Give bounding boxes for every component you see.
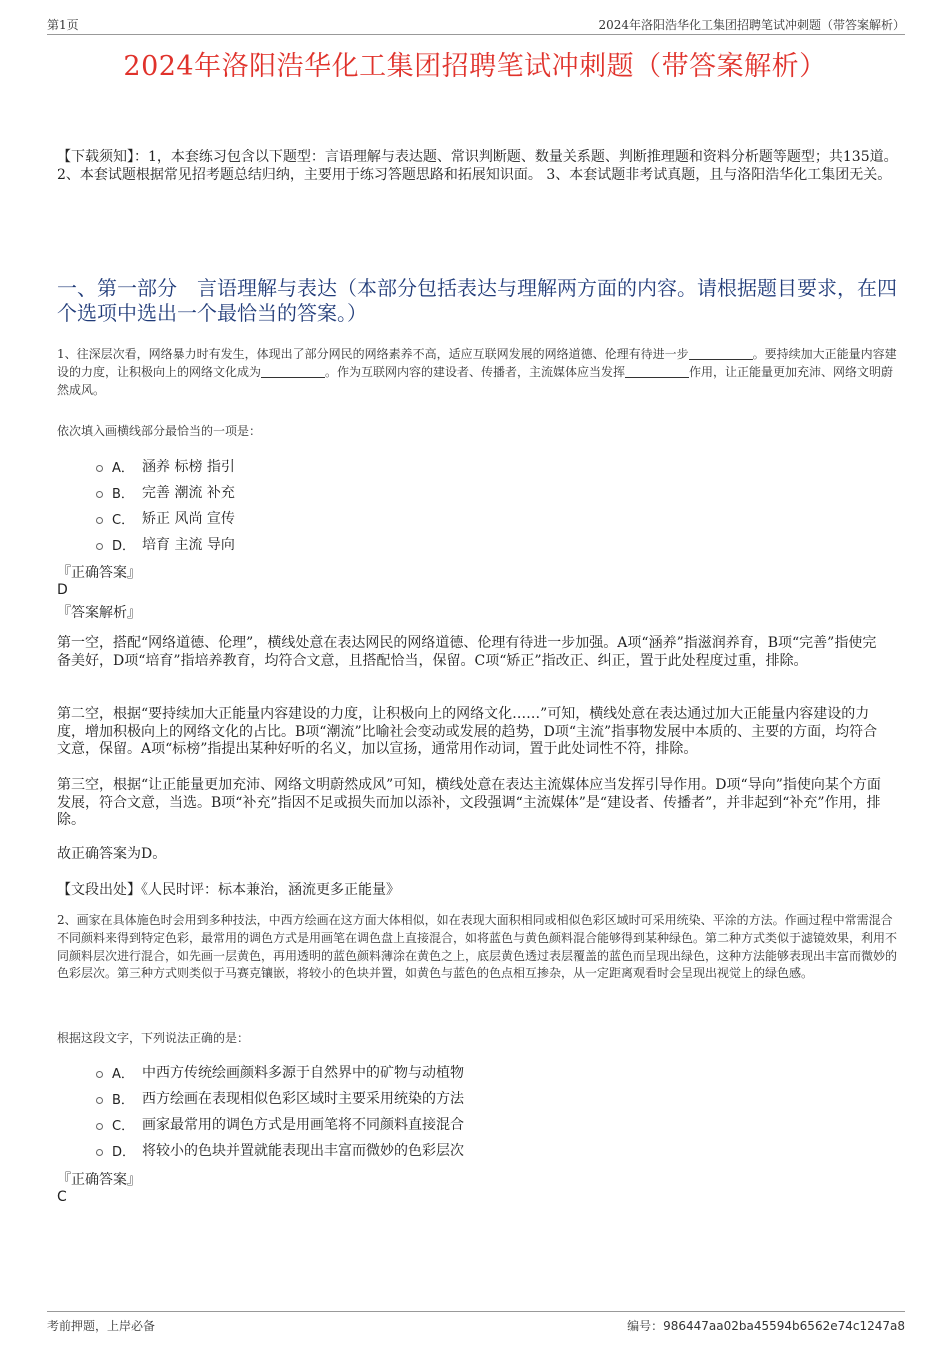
- option-text: 西方绘画在表现相似色彩区域时主要采用统染的方法: [142, 1091, 464, 1107]
- option-c[interactable]: [96, 505, 235, 531]
- code-value: 986447aa02ba45594b6562e74c1247a8: [663, 1319, 905, 1333]
- question-1-prompt: 依次填入画横线部分最恰当的一项是：: [57, 424, 262, 438]
- page-footer: [47, 1311, 905, 1336]
- option-text: 将较小的色块并置就能表现出丰富而微妙的色彩层次: [142, 1143, 464, 1159]
- option-letter: C．: [112, 512, 135, 528]
- radio-button[interactable]: [96, 1097, 103, 1104]
- option-c[interactable]: [96, 1111, 464, 1137]
- option-letter: A．: [112, 460, 134, 476]
- radio-button[interactable]: [96, 465, 103, 472]
- option-letter: C．: [112, 1118, 135, 1134]
- radio-button[interactable]: [96, 1149, 103, 1156]
- option-d[interactable]: [96, 531, 235, 557]
- q1-stem-part: 。要持续加大正能量内容建设的力度，让积极向上的网络文化成为: [57, 347, 897, 379]
- option-text: 矫正 风尚 宣传: [142, 511, 235, 527]
- question-1-stem: [57, 346, 902, 399]
- analysis-conclusion: 故正确答案为D。: [57, 846, 167, 862]
- fill-blank: [625, 365, 689, 378]
- analysis-paragraph: 第三空，根据“让正能量更加充沛、网络文明蔚然成风”可知，横线处意在表达主流媒体应当发挥引导作用。D项“导向”指使向某个方面发展，符合文意，当选。B项“补充”指因不足或损失而加以添补，文段强调“主流媒体”是“建设者、传播者”，并非起到“补充”作用，排除。: [57, 777, 881, 828]
- footer-code: [627, 1317, 905, 1334]
- fill-blank: [261, 365, 325, 378]
- answer-value: C: [57, 1189, 67, 1205]
- answer-value: D: [57, 582, 68, 598]
- answer-label: 『正确答案』: [57, 565, 141, 581]
- analysis-label: 『答案解析』: [57, 605, 141, 621]
- option-a[interactable]: [96, 1059, 464, 1085]
- question-2-stem: 2、画家在具体施色时会用到多种技法，中西方绘画在这方面大体相似，如在表现大面积相同或相似色彩区域时可采用统染、平涂的方法。作画过程中常需混合不同颜料来得到特定色彩，最常用的调色方式是用画笔在调色盘上直接混合，如将蓝色与黄色颜料混合能够得到某种绿色。第二种方式类似于滤镜效果，利用不同颜料层次进行混合，如先画一层黄色，再用透明的蓝色颜料薄涂在黄色之上，底层黄色透过表层覆盖的蓝色而呈现出绿色，这种方法能够表现出丰富而微妙的色彩层次。第三种方式则类似于马赛克镶嵌，将较小的色块并置，如黄色与蓝色的色点相互掺杂，从一定距离观看时会呈现出视觉上的绿色感。: [57, 913, 898, 981]
- analysis-paragraph: 第一空，搭配“网络道德、伦理”，横线处意在表达网民的网络道德、伦理有待进一步加强。A项“涵养”指滋润养育，B项“完善”指使完备美好，D项“培育”指培养教育，均符合文意，且搭配恰当，保留。C项“矫正”指改正、纠正，置于此处程度过重，排除。: [57, 635, 877, 669]
- section-heading: 一、第一部分 言语理解与表达（本部分包括表达与理解两方面的内容。请根据题目要求，在四个选项中选出一个最恰当的答案。）: [57, 276, 897, 325]
- radio-button[interactable]: [96, 543, 103, 550]
- document-title: 2024年洛阳浩华化工集团招聘笔试冲刺题（带答案解析）: [123, 51, 827, 82]
- radio-button[interactable]: [96, 491, 103, 498]
- option-letter: B．: [112, 1092, 134, 1108]
- footer-slogan: 考前押题，上岸必备: [47, 1319, 156, 1333]
- question-1-options: [96, 453, 235, 557]
- q1-stem-part: 1、往深层次看，网络暴力时有发生，体现出了部分网民的网络素养不高，适应互联网发展的网络道德、伦理有待进一步: [57, 347, 689, 361]
- option-b[interactable]: [96, 1085, 464, 1111]
- option-letter: D．: [112, 1144, 136, 1160]
- analysis-paragraph: 第二空，根据“要持续加大正能量内容建设的力度，让积极向上的网络文化……”可知，横线处意在表达通过加大正能量内容建设的力度，增加积极向上的网络文化的占比。B项“潮流”比喻社会变动或发展的趋势，D项“主流”指事物发展中本质的、主要的方面，均符合文意，保留。A项“标榜”指提出某种好听的名义，加以宣扬，通常用作动词，置于此处词性不符，排除。: [57, 706, 878, 757]
- q1-stem-part: 。作为互联网内容的建设者、传播者，主流媒体应当发挥: [325, 364, 626, 379]
- option-letter: A．: [112, 1066, 134, 1082]
- option-text: 培育 主流 导向: [142, 537, 235, 553]
- page-number: 第1页: [47, 18, 79, 32]
- download-notice: 【下载须知】：1，本套练习包含以下题型：言语理解与表达题、常识判断题、数量关系题、判断推理题和资料分析题等题型；共135道。 2、本套试题根据常见招考题总结归纳，主要用于练习答题思路和拓展知识面。 3、本套试题非考试真题，且与洛阳浩华化工集团无关。: [57, 149, 898, 183]
- option-d[interactable]: [96, 1137, 464, 1163]
- header-doc-title: 2024年洛阳浩华化工集团招聘笔试冲刺题（带答案解析）: [598, 18, 905, 32]
- radio-button[interactable]: [96, 1071, 103, 1078]
- page-header: [47, 14, 905, 35]
- option-text: 中西方传统绘画颜料多源于自然界中的矿物与动植物: [142, 1065, 464, 1081]
- code-label: 编号：: [627, 1319, 664, 1333]
- option-text: 完善 潮流 补充: [142, 485, 235, 501]
- option-letter: B．: [112, 486, 134, 502]
- question-2-prompt: 根据这段文字，下列说法正确的是：: [57, 1031, 250, 1045]
- option-a[interactable]: [96, 453, 235, 479]
- option-b[interactable]: [96, 479, 235, 505]
- answer-label: 『正确答案』: [57, 1172, 141, 1188]
- radio-button[interactable]: [96, 517, 103, 524]
- fill-blank: [689, 347, 753, 360]
- radio-button[interactable]: [96, 1123, 103, 1130]
- option-text: 涵养 标榜 指引: [142, 459, 235, 475]
- option-letter: D．: [112, 538, 136, 554]
- question-2-options: [96, 1059, 464, 1163]
- passage-source: 【文段出处】《人民时评：标本兼治，涵流更多正能量》: [57, 882, 400, 898]
- option-text: 画家最常用的调色方式是用画笔将不同颜料直接混合: [142, 1117, 464, 1133]
- q1-stem-part: 作用，让正能量更加充沛、网络文明蔚然成风。: [57, 364, 894, 397]
